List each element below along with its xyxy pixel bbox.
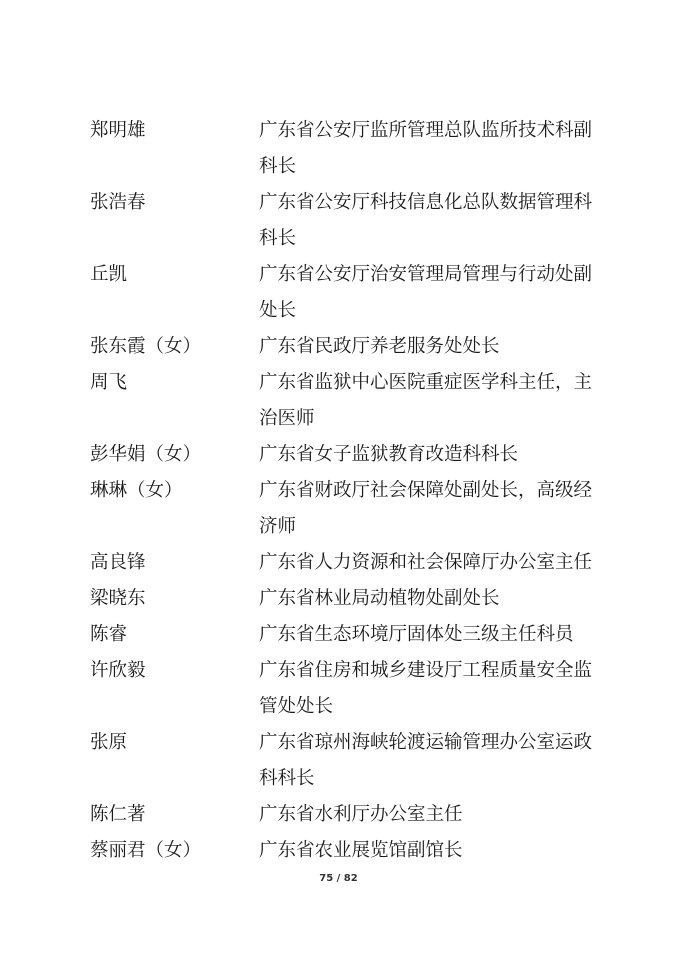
person-name: 蔡丽君（女）	[90, 840, 202, 861]
person-title: 广东省财政厅社会保障处副处长，高级经济师	[259, 480, 593, 537]
person-title: 广东省民政厅养老服务处处长	[259, 336, 500, 357]
list-item	[0, 329, 677, 365]
person-title: 广东省生态环境厅固体处三级主任科员	[259, 624, 574, 645]
person-title: 广东省公安厅科技信息化总队数据管理科科长	[259, 192, 593, 249]
list-item	[0, 185, 677, 257]
person-name: 许欣毅	[90, 660, 146, 681]
person-name: 陈仁著	[90, 804, 146, 825]
person-name: 陈睿	[90, 624, 128, 645]
list-item	[0, 833, 677, 869]
list-item	[0, 725, 677, 797]
list-item	[0, 581, 677, 617]
person-name: 张东霞（女）	[90, 336, 202, 357]
list-item	[0, 365, 677, 437]
list-item	[0, 437, 677, 473]
list-item	[0, 257, 677, 329]
person-name: 琳琳（女）	[90, 480, 183, 501]
list-item	[0, 653, 677, 725]
person-title: 广东省公安厅监所管理总队监所技术科副科长	[259, 120, 593, 177]
person-name: 彭华娟（女）	[90, 444, 202, 465]
person-name: 张浩春	[90, 192, 146, 213]
person-name: 梁晓东	[90, 588, 146, 609]
person-title: 广东省公安厅治安管理局管理与行动处副处长	[259, 264, 593, 321]
page-number: 75 / 82	[319, 873, 358, 884]
list-item	[0, 473, 677, 545]
list-item	[0, 797, 677, 833]
personnel-list	[0, 113, 677, 869]
person-title: 广东省住房和城乡建设厅工程质量安全监管处处长	[259, 660, 593, 717]
person-title: 广东省人力资源和社会保障厅办公室主任	[259, 552, 593, 573]
person-title: 广东省监狱中心医院重症医学科主任，主治医师	[259, 372, 593, 429]
person-title: 广东省农业展览馆副馆长	[259, 840, 463, 861]
person-name: 张原	[90, 732, 128, 753]
list-item	[0, 617, 677, 653]
person-name: 周飞	[90, 372, 128, 393]
list-item	[0, 113, 677, 185]
person-title: 广东省林业局动植物处副处长	[259, 588, 500, 609]
person-name: 丘凯	[90, 264, 128, 285]
person-title: 广东省水利厅办公室主任	[259, 804, 463, 825]
person-title: 广东省女子监狱教育改造科科长	[259, 444, 519, 465]
person-name: 高良锋	[90, 552, 146, 573]
person-name: 郑明雄	[90, 120, 146, 141]
list-item	[0, 545, 677, 581]
person-title: 广东省琼州海峡轮渡运输管理办公室运政科科长	[259, 732, 593, 789]
